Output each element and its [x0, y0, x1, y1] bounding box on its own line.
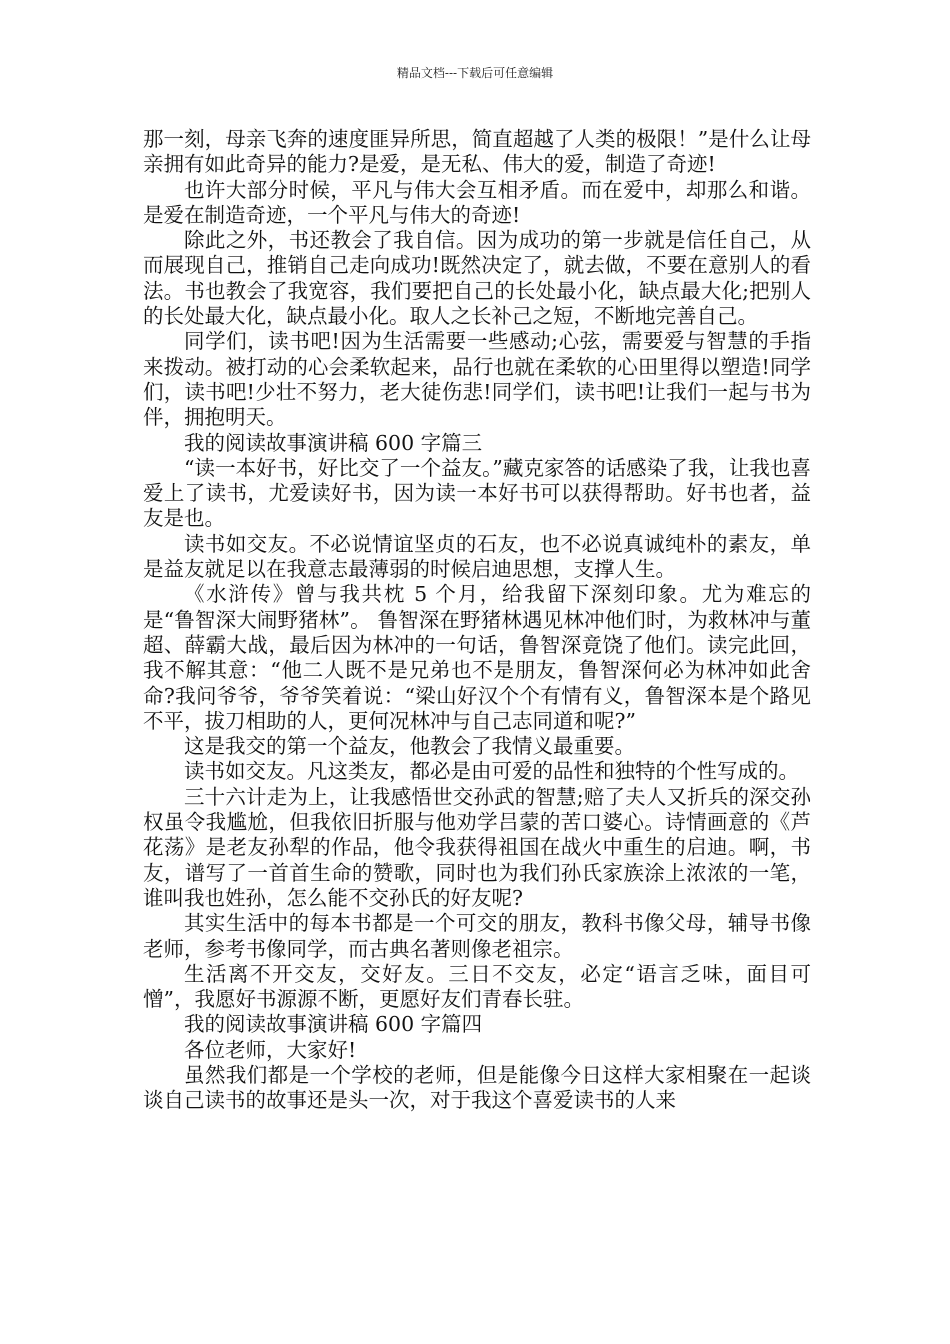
- section-heading-3: 我的阅读故事演讲稿 600 字篇三: [184, 430, 483, 455]
- paragraph-2: 也许大部分时候，平凡与伟大会互相矛盾。而在爱中，却那么和谐。是爱在制造奇迹，一个平凡与伟大的奇迹!: [143, 177, 811, 227]
- paragraph-6: “读一本好书，好比交了一个益友。”藏克家答的话感染了我，让我也喜爱上了读书，尤爱读好书，因为读一本好书可以获得帮助。好书也者，益友是也。: [143, 455, 811, 531]
- paragraph-1: 那一刻，母亲飞奔的速度匪异所思，简直超越了人类的极限！”是什么让母亲拥有如此奇异的能力?是爱，是无私、伟大的爱，制造了奇迹!: [143, 127, 811, 177]
- paragraph-15: 各位老师，大家好!: [184, 1037, 357, 1062]
- page-header: 精品文档---下载后可任意编辑: [396, 66, 554, 80]
- paragraph-12: 其实生活中的每本书都是一个可交的朋友，教科书像父母，辅导书像老师，参考书像同学，而古典名著则像老祖宗。: [143, 911, 811, 961]
- paragraph-8: 《水浒传》曾与我共枕 5 个月，给我留下深刻印象。尤为难忘的是“鲁智深大闹野猪林”。 鲁智深在野猪林遇见林冲他们时，为救林冲与董超、薛霸大战，最后因为林冲的一句话，鲁智深竟饶了他们。读完此回，我不解其意：“他二人既不是兄弟也不是朋友，鲁智深何必为林冲如此舍命?我问爷爷，爷爷笑着说：“梁山好汉个个有情有义，鲁智深本是个路见不平，拔刀相助的人，更何况林冲与自己志同道和呢?”: [143, 582, 811, 733]
- paragraph-3: 除此之外，书还教会了我自信。因为成功的第一步就是信任自己，从而展现自己，推销自己走向成功!既然决定了，就去做，不要在意别人的看法。书也教会了我宽容，我们要把自己的长处最小化，缺点最大化;把别人的长处最大化，缺点最小化。取人之长补己之短，不断地完善自己。: [143, 228, 811, 329]
- paragraph-7: 读书如交友。不必说情谊坚贞的石友，也不必说真诚纯朴的素友，单是益友就足以在我意志最薄弱的时候启迪思想，支撑人生。: [143, 531, 811, 582]
- paragraph-16: 虽然我们都是一个学校的老师，但是能像今日这样大家相聚在一起谈谈自己读书的故事还是头一次，对于我这个喜爱读书的人来: [143, 1062, 811, 1113]
- paragraph-10: 读书如交友。凡这类友，都必是由可爱的品性和独特的个性写成的。: [184, 759, 799, 784]
- section-heading-4: 我的阅读故事演讲稿 600 字篇四: [184, 1012, 483, 1037]
- paragraph-11: 三十六计走为上，让我感悟世交孙武的智慧;赔了夫人又折兵的深交孙权虽令我尴尬，但我依旧折服与他劝学吕蒙的苦口婆心。诗情画意的《芦花荡》是老友孙犁的作品，他令我获得祖国在战火中重生的启迪。啊，书友，谱写了一首首生命的赞歌，同时也为我们孙氏家族涂上浓浓的一笔，谁叫我也姓孙，怎么能不交孙氏的好友呢?: [143, 784, 811, 910]
- paragraph-9: 这是我交的第一个益友，他教会了我情义最重要。: [184, 734, 635, 759]
- document-body: [143, 127, 811, 1114]
- paragraph-4: 同学们，读书吧!因为生活需要一些感动;心弦，需要爱与智慧的手指来拨动。被打动的心会柔软起来，品行也就在柔软的心田里得以塑造!同学们，读书吧!少壮不努力，老大徒伤悲!同学们，读书吧!让我们一起与书为伴，拥抱明天。: [143, 329, 811, 430]
- paragraph-13: 生活离不开交友，交好友。三日不交友，必定“语言乏味，面目可憎”，我愿好书源源不断，更愿好友们青春长驻。: [143, 961, 811, 1012]
